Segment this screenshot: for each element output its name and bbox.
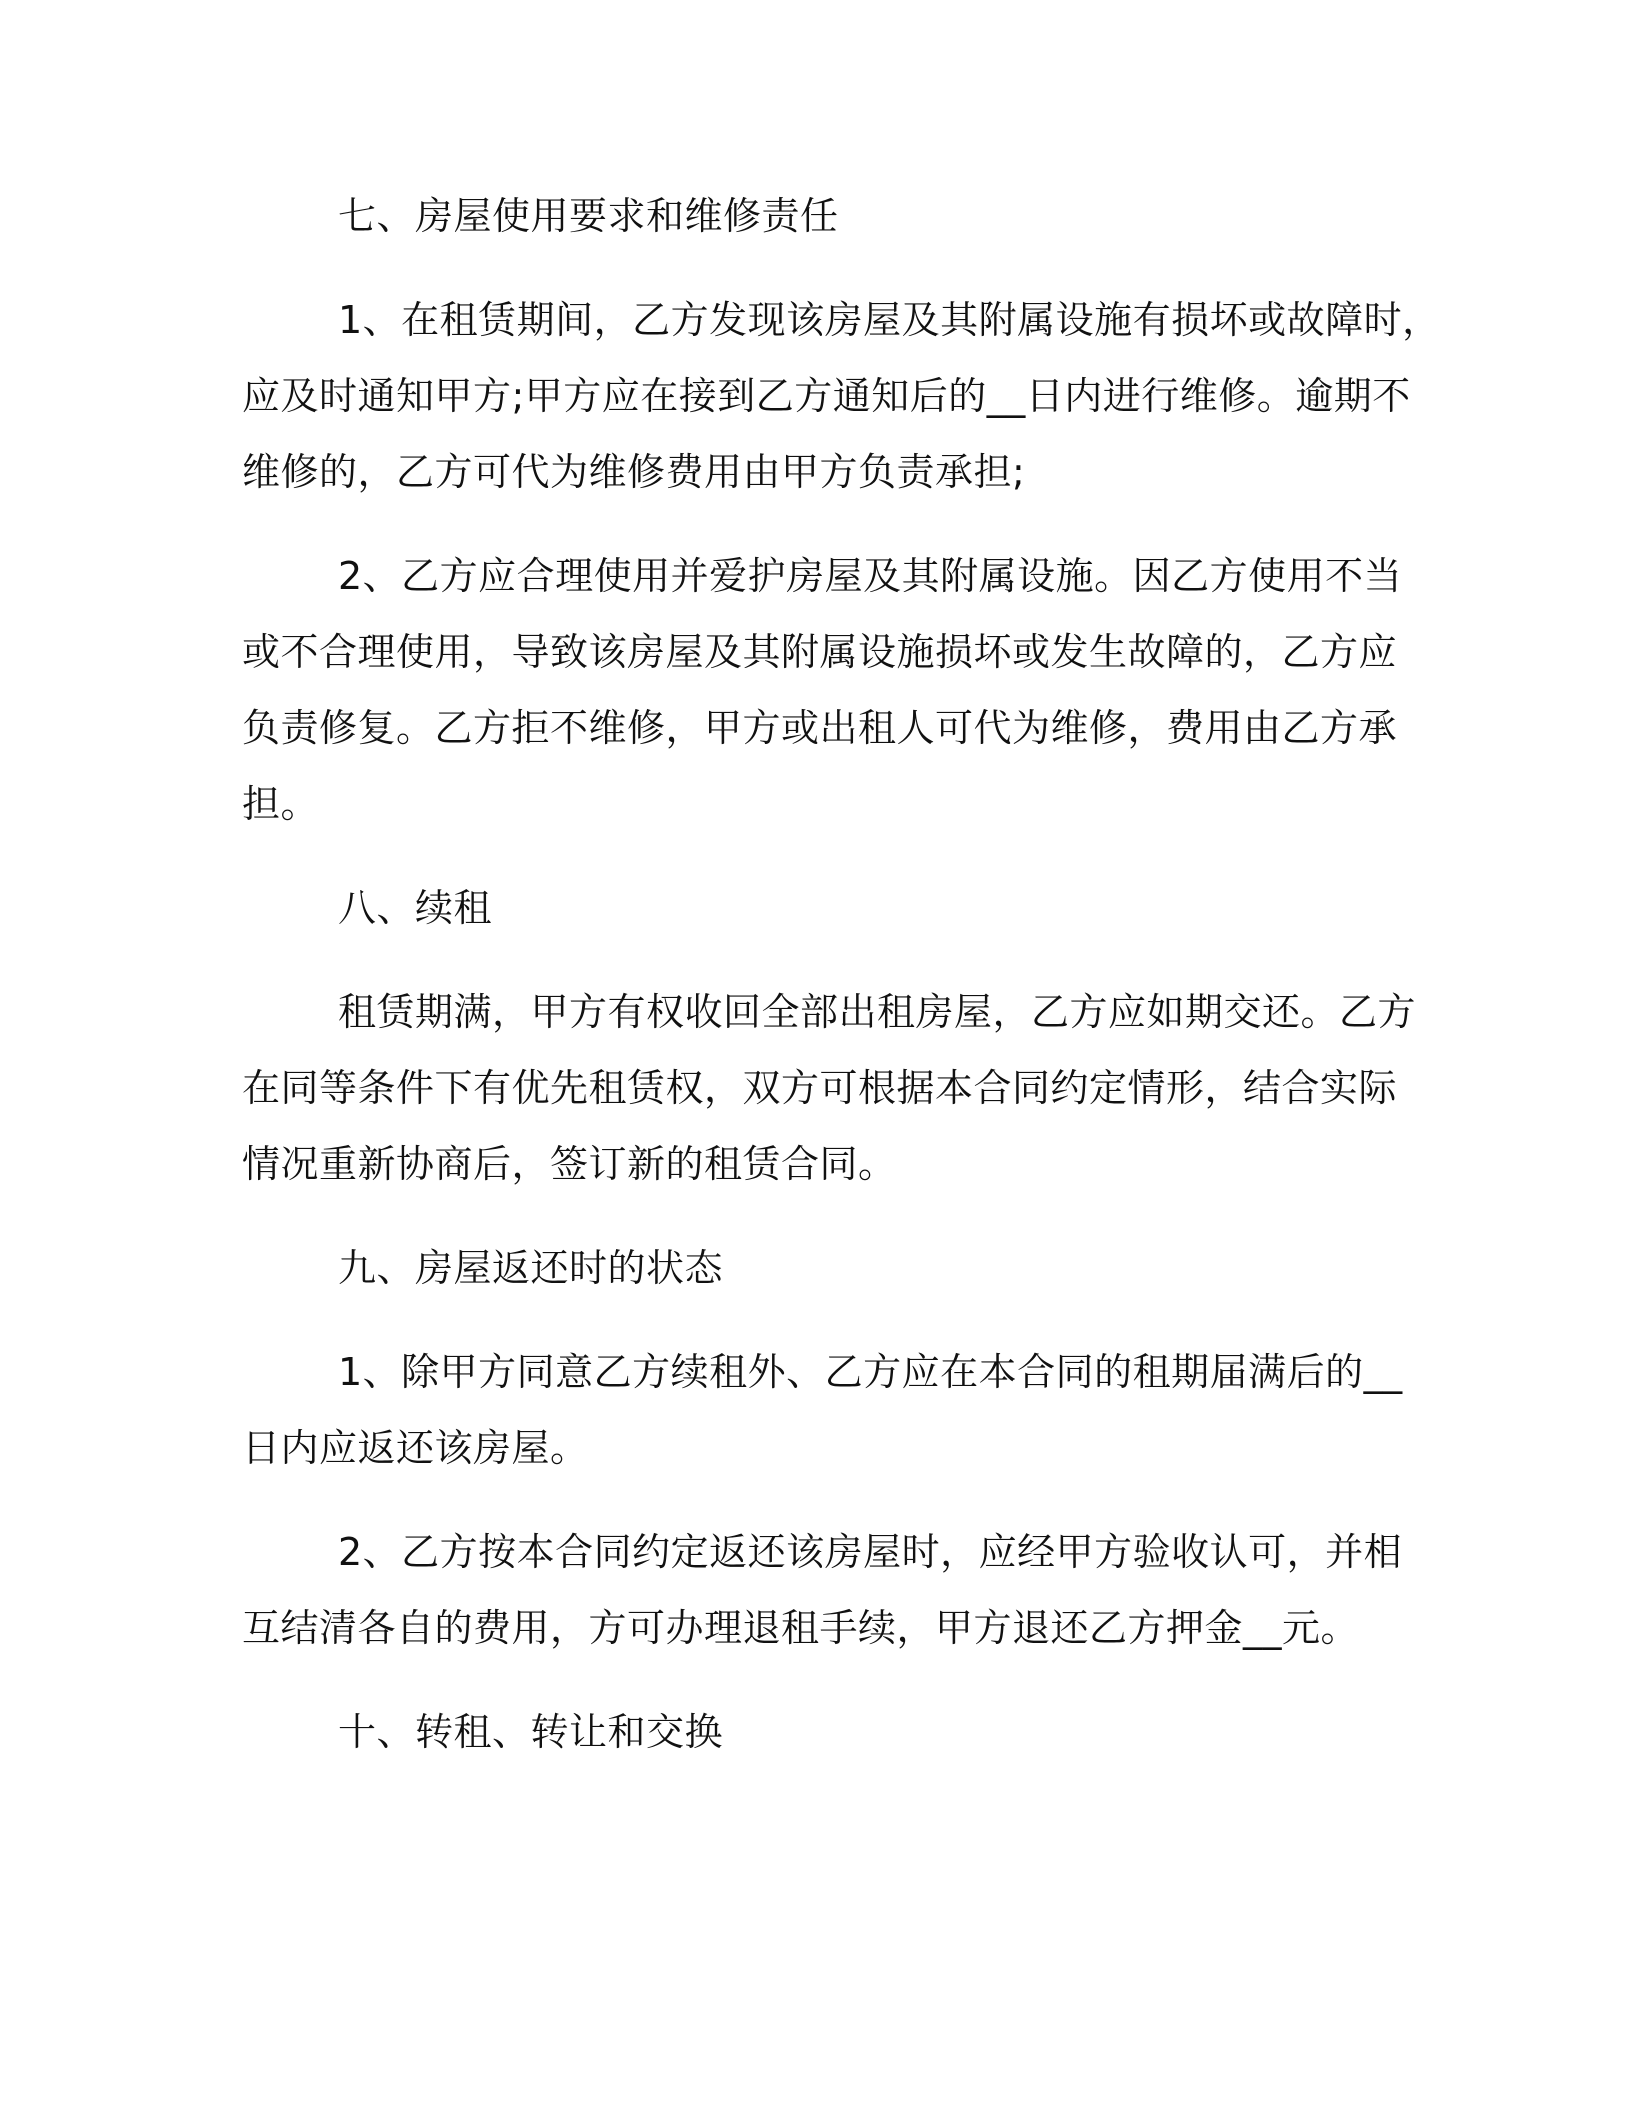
section-9-item-1-line-1: 1、除甲方同意乙方续租外、乙方应在本合同的租期届满后的__ xyxy=(338,1350,1403,1394)
section-9-heading: 九、房屋返还时的状态 xyxy=(338,1246,724,1290)
section-7-item-2-line-3: 负责修复。乙方拒不维修，甲方或出租人可代为维修，费用由乙方承 xyxy=(242,706,1398,750)
section-9-item-2-line-1: 2、乙方按本合同约定返还该房屋时，应经甲方验收认可，并相 xyxy=(338,1530,1403,1574)
section-7-item-1-line-2: 应及时通知甲方;甲方应在接到乙方通知后的__日内进行维修。逾期不 xyxy=(242,374,1411,418)
section-7-heading: 七、房屋使用要求和维修责任 xyxy=(338,194,839,238)
section-8-para-line-3: 情况重新协商后，签订新的租赁合同。 xyxy=(242,1142,897,1186)
section-7-item-1-line-1: 1、在租赁期间，乙方发现该房屋及其附属设施有损坏或故障时， xyxy=(338,298,1441,342)
section-8-para-line-1: 租赁期满，甲方有权收回全部出租房屋，乙方应如期交还。乙方 xyxy=(338,990,1417,1034)
section-7-item-1-line-3: 维修的，乙方可代为维修费用由甲方负责承担; xyxy=(242,450,1026,494)
section-8-para-line-2: 在同等条件下有优先租赁权，双方可根据本合同约定情形，结合实际 xyxy=(242,1066,1398,1110)
section-7-item-2-line-4: 担。 xyxy=(242,782,320,826)
section-7-item-2-line-1: 2、乙方应合理使用并爱护房屋及其附属设施。因乙方使用不当 xyxy=(338,554,1403,598)
section-9-item-1-line-2: 日内应返还该房屋。 xyxy=(242,1426,589,1470)
section-10-heading: 十、转租、转让和交换 xyxy=(338,1710,724,1754)
section-8-heading: 八、续租 xyxy=(338,886,493,930)
section-9-item-2-line-2: 互结清各自的费用，方可办理退租手续，甲方退还乙方押金__元。 xyxy=(242,1606,1360,1650)
section-7-item-2-line-2: 或不合理使用，导致该房屋及其附属设施损坏或发生故障的，乙方应 xyxy=(242,630,1398,674)
